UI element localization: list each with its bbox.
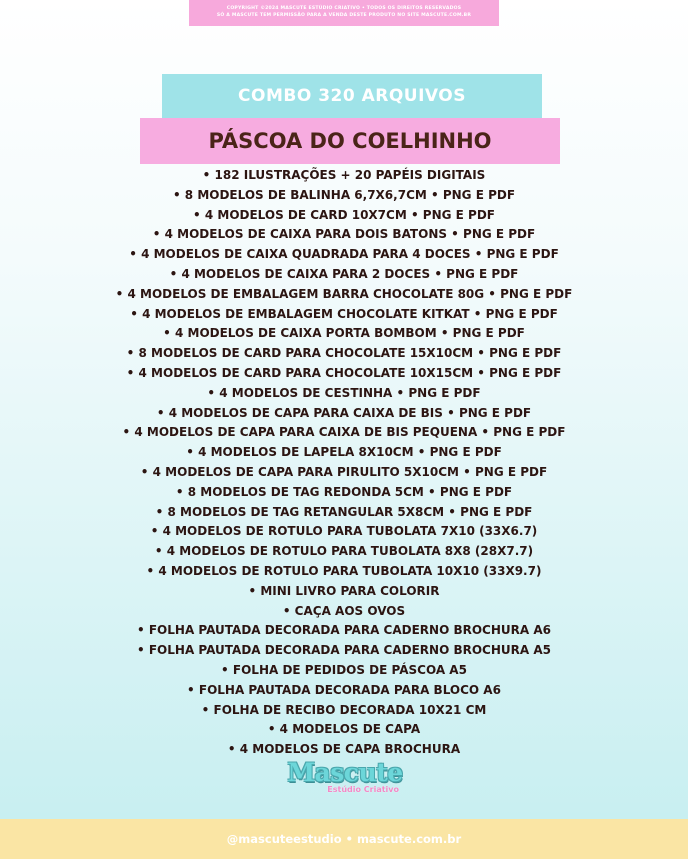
list-item: • 4 MODELOS DE CAPA — [267, 722, 421, 737]
list-item: • 4 MODELOS DE ROTULO PARA TUBOLATA 7X10 (33X6.7) — [150, 524, 538, 539]
list-item: • 4 MODELOS DE CARD 10X7CM • PNG E PDF — [193, 207, 495, 222]
logo-wordmark: Mascute — [287, 758, 403, 787]
brand-logo — [285, 760, 405, 800]
list-item: • 4 MODELOS DE EMBALAGEM CHOCOLATE KITKAT • PNG E PDF — [130, 306, 558, 321]
footer-bar — [0, 819, 688, 859]
list-item: • FOLHA PAUTADA DECORADA PARA CADERNO BROCHURA A6 — [137, 623, 551, 638]
list-item: • 8 MODELOS DE TAG RETANGULAR 5X8CM • PNG E PDF — [155, 504, 533, 519]
list-item: • 4 MODELOS DE CAPA PARA PIRULITO 5X10CM • PNG E PDF — [140, 464, 548, 479]
page-title: PÁSCOA DO COELHINHO — [140, 118, 560, 164]
list-item: • 8 MODELOS DE CARD PARA CHOCOLATE 15X10CM • PNG E PDF — [126, 346, 562, 361]
list-item: • 4 MODELOS DE LAPELA 8X10CM • PNG E PDF — [186, 445, 502, 460]
list-item: • 4 MODELOS DE CAPA BROCHURA — [227, 742, 461, 757]
list-item: • 4 MODELOS DE CAPA PARA CAIXA DE BIS • PNG E PDF — [156, 405, 532, 420]
list-item: • 4 MODELOS DE CAIXA PORTA BOMBOM • PNG E PDF — [163, 326, 525, 341]
list-item: • FOLHA PAUTADA DECORADA PARA BLOCO A6 — [187, 682, 501, 697]
copyright-line-1: COPYRIGHT ©2024 MASCUTE ESTÚDIO CRIATIVO • TODOS OS DIREITOS RESERVADOS — [226, 6, 462, 11]
list-item: • MINI LIVRO PARA COLORIR — [248, 583, 440, 598]
product-list — [0, 166, 688, 760]
copyright-notice — [189, 0, 499, 26]
list-item: • FOLHA DE RECIBO DECORADA 10X21 CM — [201, 702, 487, 717]
list-item: • 4 MODELOS DE CESTINHA • PNG E PDF — [207, 385, 481, 400]
list-item: • FOLHA PAUTADA DECORADA PARA CADERNO BROCHURA A5 — [137, 643, 551, 658]
list-item: • 4 MODELOS DE CARD PARA CHOCOLATE 10X15CM • PNG E PDF — [126, 365, 562, 380]
logo-tagline: Estúdio Criativo — [327, 785, 399, 794]
list-item: • 4 MODELOS DE ROTULO PARA TUBOLATA 10X10 (33X9.7) — [146, 563, 542, 578]
list-item: • 4 MODELOS DE EMBALAGEM BARRA CHOCOLATE 80G • PNG E PDF — [115, 286, 573, 301]
combo-banner: COMBO 320 ARQUIVOS — [162, 74, 542, 118]
list-item: • 8 MODELOS DE BALINHA 6,7X6,7CM • PNG E PDF — [172, 187, 516, 202]
list-item: • 4 MODELOS DE CAPA PARA CAIXA DE BIS PEQUENA • PNG E PDF — [122, 425, 566, 440]
list-item: • 4 MODELOS DE CAIXA PARA 2 DOCES • PNG E PDF — [169, 266, 519, 281]
list-item: • 8 MODELOS DE TAG REDONDA 5CM • PNG E PDF — [175, 484, 513, 499]
list-item: • 4 MODELOS DE ROTULO PARA TUBOLATA 8X8 (28X7.7) — [154, 544, 534, 559]
list-item: • FOLHA DE PEDIDOS DE PÁSCOA A5 — [221, 662, 467, 677]
list-item: • 182 ILUSTRAÇÕES + 20 PAPÉIS DIGITAIS — [202, 168, 486, 182]
list-item: • 4 MODELOS DE CAIXA PARA DOIS BATONS • PNG E PDF — [152, 227, 536, 242]
copyright-line-2: SÓ A MASCUTE TEM PERMISSÃO PARA A VENDA DESTE PRODUTO NO SITE MASCUTE.COM.BR — [216, 13, 472, 18]
list-item: • 4 MODELOS DE CAIXA QUADRADA PARA 4 DOCES • PNG E PDF — [129, 247, 559, 262]
list-item: • CAÇA AOS OVOS — [282, 603, 406, 618]
footer-contact: @mascuteestudio • mascute.com.br — [226, 832, 462, 846]
